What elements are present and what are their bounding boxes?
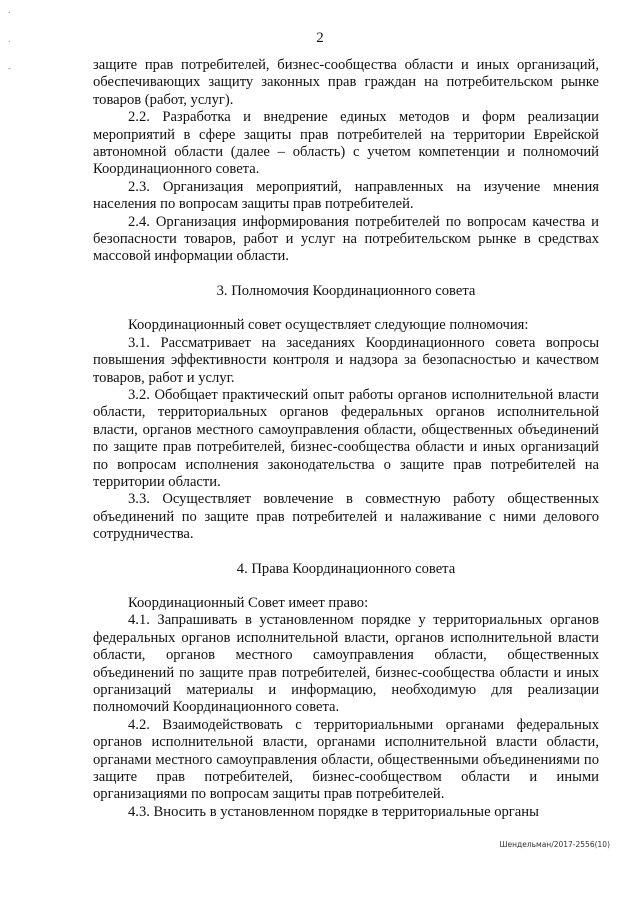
paragraph: 4.1. Запрашивать в установленном порядке у территориальных органов федеральных органов исполнительной власти, органов исполнительной власти области, органов местного самоуправления области, общественных объединений по защите прав потребителей, бизнес-сообщества области и иных организаций материалы и информацию, необходимую для реализации полномочий Координационного совета. <box>93 612 599 716</box>
paragraph: 4.2. Взаимодействовать с территориальными органами федеральных органов исполнительной власти, органами исполнительной власти области, органами местного самоуправления области, общественными объединениями по защите прав потребителей, бизнес-сообществом области и иными организациями по вопросам защиты прав потребителей. <box>93 716 599 803</box>
scan-marks <box>8 6 11 93</box>
footer-stamp: Шендельман/2017-2556(10) <box>499 840 610 849</box>
section-heading: 4. Права Координационного совета <box>236 560 456 577</box>
paragraph: Координационный совет осуществляет следующие полномочия: <box>128 317 529 334</box>
paragraph: 2.2. Разработка и внедрение единых методов и форм реализации мероприятий в сфере защиты прав потребителей на территории Еврейской автономной области (далее – область) с учетом компетенции и полномочий Координационного совета. <box>93 109 599 178</box>
scan-mark: . <box>8 6 11 15</box>
page-number: 2 <box>316 30 324 46</box>
paragraph: 3.1. Рассматривает на заседаниях Координационного совета вопросы повышения эффективности контроля и надзора за безопасностью и качеством товаров, работ и услуг. <box>93 334 599 386</box>
paragraph: 2.3. Организация мероприятий, направленных на изучение мнения населения по вопросам защиты прав потребителей. <box>93 178 599 213</box>
document-body <box>93 57 599 821</box>
paragraph: 2.4. Организация информирования потребителей по вопросам качества и безопасности товаров, работ и услуг на потребительском рынке в средствах массовой информации области. <box>93 213 599 265</box>
paragraph: 3.2. Обобщает практический опыт работы органов исполнительной власти области, территориальных органов федеральных органов исполнительной власти, органов местного самоуправления области, общественных объединений по защите прав потребителей, бизнес-сообщества области и иных организаций по вопросам исполнения законодательства о защите прав потребителей на территории области. <box>93 386 599 490</box>
paragraph: Координационный Совет имеет право: <box>128 594 369 611</box>
scan-mark: . <box>8 35 11 44</box>
section-heading: 3. Полномочия Координационного совета <box>216 282 476 299</box>
scan-mark: - <box>8 64 11 73</box>
paragraph: 3.3. Осуществляет вовлечение в совместную работу общественных объединений по защите прав потребителей и налаживание с ними делового сотрудничества. <box>93 491 599 543</box>
paragraph: защите прав потребителей, бизнес-сообщества области и иных организаций, обеспечивающих защиту законных прав граждан на потребительском рынке товаров (работ, услуг). <box>93 57 599 108</box>
paragraph: 4.3. Вносить в установленном порядке в территориальные органы <box>128 803 539 820</box>
